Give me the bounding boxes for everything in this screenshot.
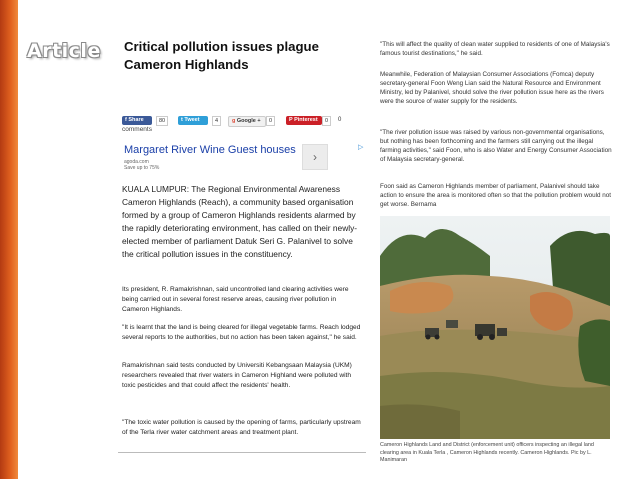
- article-paragraph: "It is learnt that the land is being cleared for illegal vegetable farms. Reach lodged several reports to the authorities, but no action has been taken against," he said.: [122, 324, 361, 341]
- social-share-bar: [122, 116, 362, 128]
- tweet-button[interactable]: [178, 116, 208, 125]
- google-plus-count: 0: [266, 116, 275, 126]
- slide-title: Article: [27, 40, 101, 62]
- article-paragraph: "The toxic water pollution is caused by the opening of farms, particularly upstream of the Terla river water catchment areas and treatment plant.: [122, 419, 361, 436]
- twitter-icon: t: [181, 117, 183, 123]
- pinterest-button[interactable]: [286, 116, 322, 125]
- article-paragraph: Its president, R. Ramakrishnan, said uncontrolled land clearing activities were being carried out in several forest reserve areas, causing river pollution in Cameron Highlands.: [122, 286, 349, 313]
- share-label: Share: [128, 117, 144, 123]
- continuation-paragraph: "The river pollution issue was raised by various non-governmental organisations, but nothing has been forthcoming and the farmers still carrying out the illegal farming activities," said Foon, who is also Water and Energy Consumer Association of Malaysia secretary-general.: [380, 129, 612, 164]
- land-clearing-photo: [380, 216, 610, 439]
- continuation-paragraph: Foon said as Cameron Highlands member of parliament, Palanivel should take action to ensure the area is monitored often so that the pollution problem would not get worse. Bernama: [380, 183, 612, 209]
- facebook-icon: f: [125, 117, 127, 123]
- divider: [118, 452, 366, 453]
- tweet-count: 4: [212, 116, 221, 126]
- adchoices-icon[interactable]: ▷: [358, 144, 364, 151]
- continuation-paragraph: "This will affect the quality of clean water supplied to residents of one of Malaysia's famous tourist destinations," he said.: [380, 41, 610, 58]
- next-arrow-icon[interactable]: ›: [302, 144, 328, 170]
- pinterest-count: 0: [322, 116, 331, 126]
- continuation-paragraph: Meanwhile, Federation of Malaysian Consumer Associations (Fomca) deputy secretary-general Foon Weng Lian said the Natural Resource and Environment Ministry, led by Palanivel, should solve the river pollution issue here as the rivers were the source of water supply for the residents.: [380, 71, 604, 106]
- google-plus-label: Google +: [236, 118, 261, 124]
- ad-url: agoda.com: [124, 159, 149, 165]
- ad-title[interactable]: Margaret River Wine Guest houses: [124, 144, 296, 156]
- facebook-share-button[interactable]: [122, 116, 152, 125]
- article-clipping: [118, 32, 366, 456]
- comments-link[interactable]: comments: [122, 126, 152, 133]
- google-plus-icon: g: [232, 118, 236, 124]
- sponsored-ad[interactable]: [122, 142, 364, 176]
- article-continuation: [374, 32, 616, 463]
- ad-description: Save up to 75%: [124, 165, 160, 171]
- article-paragraph: Ramakrishnan said tests conducted by Universiti Kebangsaan Malaysia (UKM) researchers revealed that river waters in Cameron Highland were polluted with toxic pesticides and that could affect the residents' health.: [122, 362, 352, 389]
- tweet-label: Tweet: [184, 117, 200, 123]
- share-count: 80: [156, 116, 168, 126]
- article-lede: KUALA LUMPUR: The Regional Environmental Awareness Cameron Highlands (Reach), a community based organisation formed by a group of Cameron Highlands residents alarmed by the rapidly deteriorating environment, has called on their newly-elected member of parliament Datuk Seri G. Palanivel to solve the critical pollution issues in the constituency.: [122, 184, 358, 259]
- pinterest-icon: P: [289, 117, 293, 123]
- pinterest-label: Pinterest: [294, 117, 318, 123]
- accent-bar: [0, 0, 18, 479]
- google-plus-button[interactable]: [228, 116, 266, 127]
- photo-caption: Cameron Highlands Land and District (enforcement unit) officers inspecting an illegal land clearing area in Kuala Terla , Cameron Highlands recently. Cameron Highlands. Pic by L. Manimaran: [380, 442, 594, 463]
- article-headline: Critical pollution issues plague Cameron Highlands: [124, 39, 319, 72]
- comments-count: 0: [338, 117, 342, 123]
